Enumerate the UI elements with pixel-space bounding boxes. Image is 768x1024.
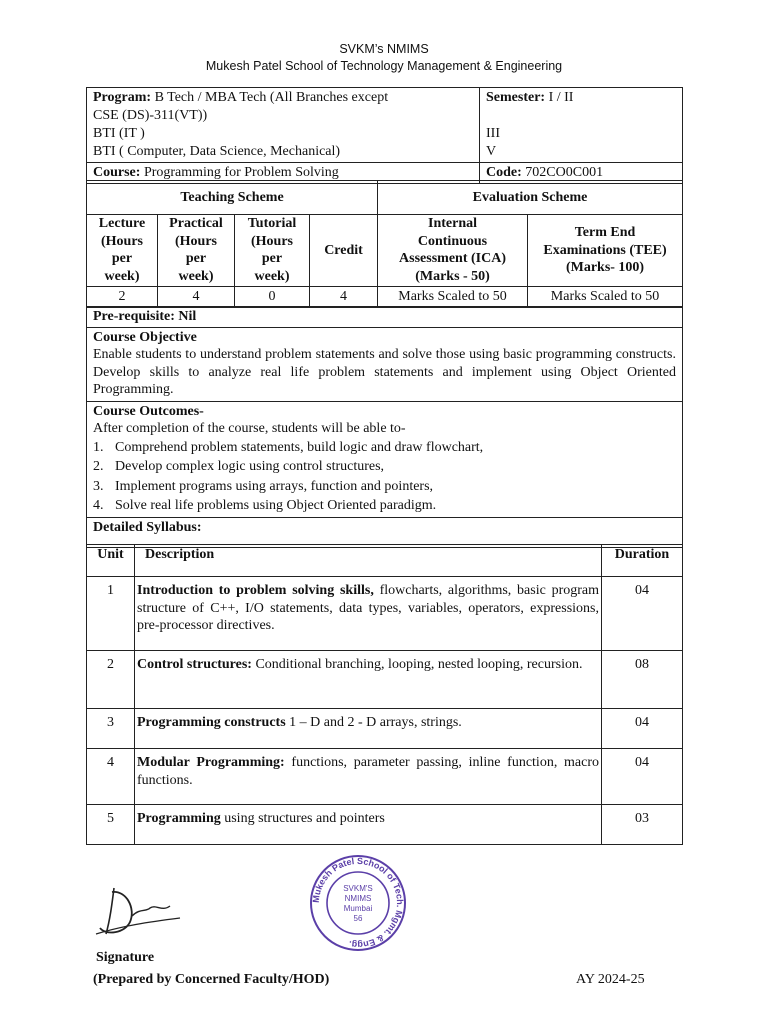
program-label: Program: bbox=[93, 90, 152, 105]
semester-cell bbox=[480, 88, 683, 163]
practical-value: 4 bbox=[158, 287, 235, 308]
duration-cell: 04 bbox=[602, 749, 683, 805]
objective-text: Enable students to understand problem statements and solve those using basic programming constructs. Develop skills to analyze real life problem statements and implement using Object Oriented Programming. bbox=[93, 347, 676, 397]
outcomes-list bbox=[93, 438, 676, 516]
objective-title: Course Objective bbox=[93, 329, 197, 345]
program-value-line1: B Tech / MBA Tech (All Branches except bbox=[154, 90, 389, 105]
duration-cell: 08 bbox=[602, 651, 683, 709]
description-cell: Introduction to problem solving skills, flowcharts, algorithms, basic program structure of C++, I/O statements, data types, variables, operators, expressions, pre-processor directives. bbox=[135, 577, 602, 651]
unit-cell: 4 bbox=[87, 749, 135, 805]
semester-value2: III bbox=[486, 126, 500, 141]
tee-value: Marks Scaled to 50 bbox=[528, 287, 683, 308]
table-row bbox=[87, 805, 683, 845]
unit-cell: 3 bbox=[87, 709, 135, 749]
tee-header: Term End Examinations (TEE) (Marks- 100) bbox=[528, 215, 683, 287]
table-row bbox=[87, 577, 683, 651]
stamp-line4: 56 bbox=[353, 914, 363, 923]
stamp-arc-text: Mukesh Patel School of Tech. Mgmt. & Engg. bbox=[310, 855, 406, 951]
code-value: 702CO0C001 bbox=[525, 165, 604, 180]
outcomes-title: Course Outcomes- bbox=[93, 403, 204, 419]
list-item: 4. Solve real life problems using Object Oriented paradigm. bbox=[93, 498, 437, 513]
signature-label: Signature bbox=[96, 950, 155, 965]
tutorial-value: 0 bbox=[235, 287, 310, 308]
program-cell bbox=[87, 88, 480, 163]
header-line1: SVKM’s NMIMS bbox=[339, 42, 429, 56]
course-outcomes bbox=[87, 401, 683, 517]
description-cell: Programming using structures and pointers bbox=[135, 805, 602, 845]
course-objective bbox=[87, 327, 683, 401]
unit-header: Unit bbox=[87, 545, 135, 577]
unit-cell: 1 bbox=[87, 577, 135, 651]
lecture-value: 2 bbox=[87, 287, 158, 308]
code-label: Code: bbox=[486, 165, 522, 180]
scheme-table bbox=[86, 180, 683, 308]
duration-cell: 04 bbox=[602, 577, 683, 651]
stamp-line2: NMIMS bbox=[344, 894, 372, 903]
list-item: 3. Implement programs using arrays, function and pointers, bbox=[93, 478, 434, 494]
duration-cell: 03 bbox=[602, 805, 683, 845]
syllabus-title: Detailed Syllabus: bbox=[87, 517, 683, 547]
signature-mark bbox=[92, 882, 182, 944]
program-table bbox=[86, 87, 683, 184]
semester-value1: I / II bbox=[548, 90, 574, 105]
institute-stamp bbox=[303, 853, 413, 951]
tutorial-header: Tutorial (Hours per week) bbox=[235, 215, 310, 287]
description-cell: Modular Programming: functions, parameter passing, inline function, macro functions. bbox=[135, 749, 602, 805]
duration-cell: 04 bbox=[602, 709, 683, 749]
credit-header: Credit bbox=[310, 215, 378, 287]
credit-value: 4 bbox=[310, 287, 378, 308]
unit-cell: 2 bbox=[87, 651, 135, 709]
academic-year: AY 2024-25 bbox=[576, 972, 645, 987]
semester-label: Semester: bbox=[486, 90, 546, 105]
list-item: 2. Develop complex logic using control structures, bbox=[93, 459, 385, 474]
description-cell: Programming constructs 1 – D and 2 - D arrays, strings. bbox=[135, 709, 602, 749]
program-line3: BTI (IT ) bbox=[93, 126, 145, 141]
ica-header: Internal Continuous Assessment (ICA) (Marks - 50) bbox=[378, 215, 528, 287]
duration-header: Duration bbox=[602, 545, 683, 577]
unit-cell: 5 bbox=[87, 805, 135, 845]
stamp-line3: Mumbai bbox=[343, 904, 373, 913]
description-cell: Control structures: Conditional branching, looping, nested looping, recursion. bbox=[135, 651, 602, 709]
table-row bbox=[87, 651, 683, 709]
course-value: Programming for Problem Solving bbox=[143, 165, 339, 180]
header-line2: Mukesh Patel School of Technology Management & Engineering bbox=[205, 59, 563, 73]
course-label: Course: bbox=[93, 165, 141, 180]
course-info-table bbox=[86, 306, 683, 548]
ica-value: Marks Scaled to 50 bbox=[378, 287, 528, 308]
semester-value3: V bbox=[486, 144, 497, 159]
outcomes-intro: After completion of the course, students will be able to- bbox=[93, 421, 406, 436]
teaching-scheme-title: Teaching Scheme bbox=[87, 181, 378, 215]
evaluation-scheme-title: Evaluation Scheme bbox=[378, 181, 683, 215]
prerequisite: Pre-requisite: Nil bbox=[87, 307, 683, 328]
list-item: 1. Comprehend problem statements, build logic and draw flowchart, bbox=[93, 439, 484, 455]
description-header: Description bbox=[135, 545, 602, 577]
syllabus-table bbox=[86, 544, 683, 845]
table-row bbox=[87, 749, 683, 805]
program-line4: BTI ( Computer, Data Science, Mechanical) bbox=[93, 144, 341, 159]
table-row bbox=[87, 709, 683, 749]
practical-header: Practical (Hours per week) bbox=[158, 215, 235, 287]
prepared-by: (Prepared by Concerned Faculty/HOD) bbox=[93, 972, 330, 987]
stamp-line1: SVKM'S bbox=[343, 884, 373, 893]
program-value-line2: CSE (DS)-311(VT)) bbox=[93, 108, 208, 123]
lecture-header: Lecture (Hours per week) bbox=[87, 215, 158, 287]
